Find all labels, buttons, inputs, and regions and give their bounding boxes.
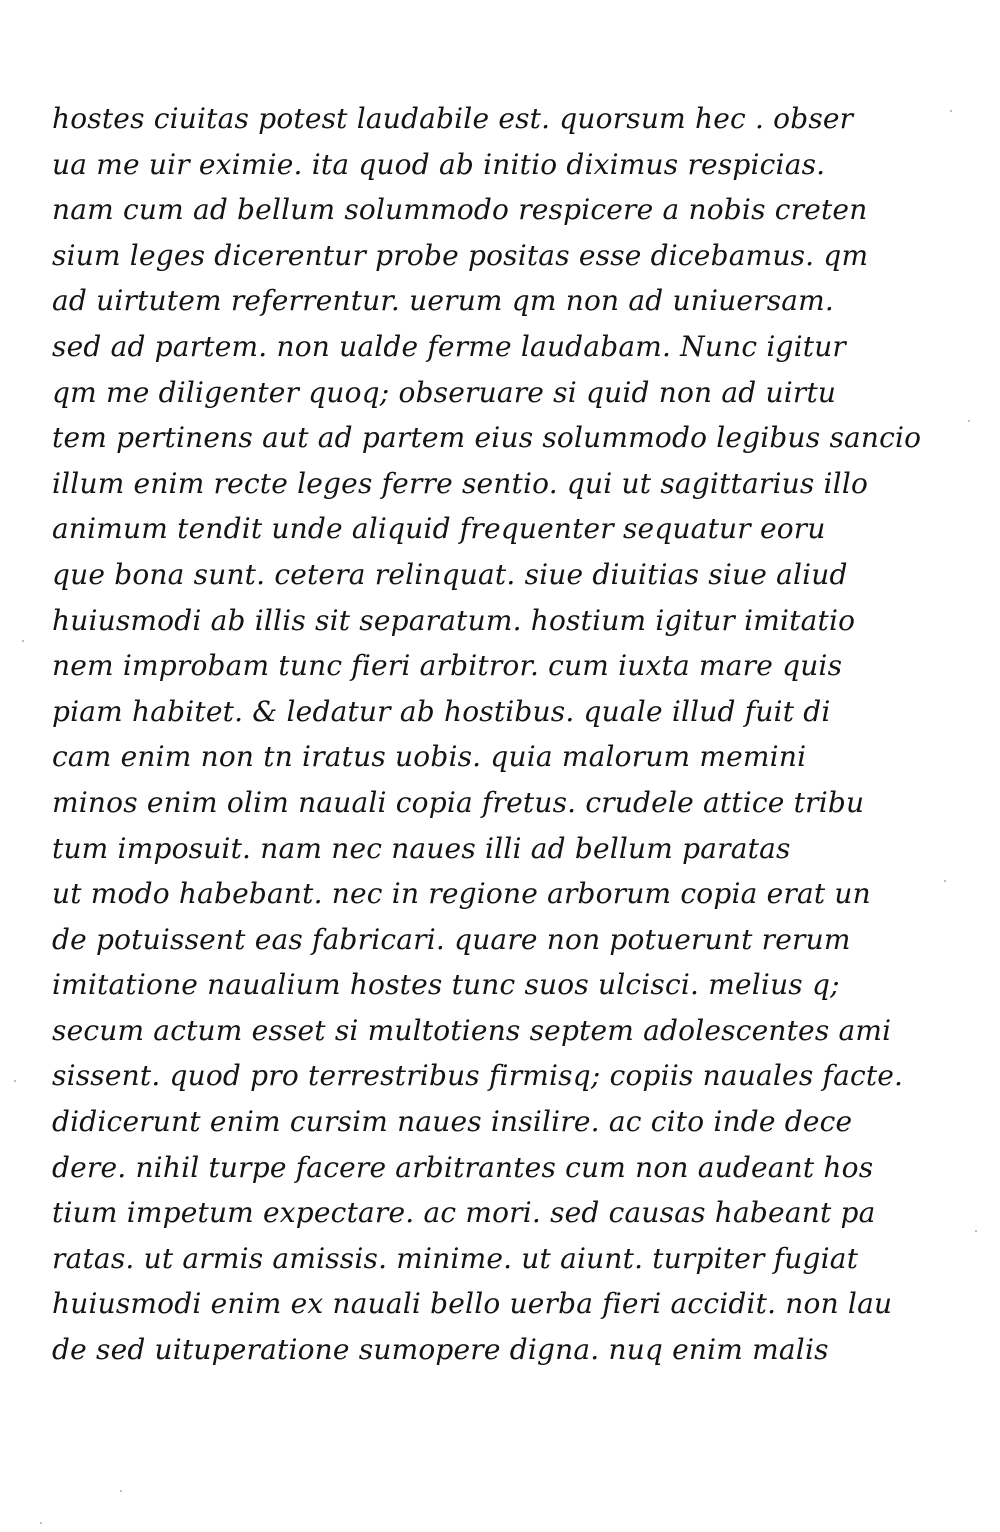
scan-speck (40, 1522, 42, 1524)
scan-speck (22, 640, 24, 642)
manuscript-line: minos enim olim nauali copia fretus. crudele attice tribu (52, 785, 865, 819)
manuscript-line: tium impetum expectare. ac mori. sed causas habeant pa (52, 1196, 876, 1230)
scan-speck (975, 1230, 977, 1232)
manuscript-line: nem improbam tunc fieri arbitror. cum iuxta mare quis (52, 649, 843, 683)
manuscript-line: dere. nihil turpe facere arbitrantes cum non audeant hos (52, 1150, 874, 1184)
manuscript-line: tum imposuit. nam nec naues illi ad bellum paratas (52, 831, 791, 865)
manuscript-line: sium leges dicerentur probe positas esse dicebamus. qm (52, 238, 869, 272)
manuscript-line: secum actum esset si multotiens septem adolescentes ami (52, 1013, 892, 1047)
scan-speck (14, 1080, 16, 1082)
manuscript-line: tem pertinens aut ad partem eius solummodo legibus sancio (52, 421, 922, 455)
scan-speck (944, 880, 946, 882)
manuscript-line: sissent. quod pro terrestribus firmisq; copiis nauales facte. (52, 1059, 904, 1093)
scan-speck (950, 110, 952, 112)
manuscript-line: nam cum ad bellum solummodo respicere a nobis creten (52, 193, 868, 227)
manuscript-line: ut modo habebant. nec in regione arborum copia erat un (52, 877, 871, 911)
manuscript-line: cam enim non tn iratus uobis. quia malorum memini (52, 740, 807, 774)
manuscript-line: illum enim recte leges ferre sentio. qui ut sagittarius illo (52, 466, 869, 500)
manuscript-line: huiusmodi enim ex nauali bello uerba fieri accidit. non lau (52, 1287, 893, 1321)
manuscript-line: ad uirtutem referrentur. uerum qm non ad uniuersam. (52, 284, 835, 318)
manuscript-line: imitatione naualium hostes tunc suos ulcisci. melius q; (52, 968, 840, 1002)
manuscript-line: de potuissent eas fabricari. quare non potuerunt rerum (52, 922, 851, 956)
manuscript-line: ua me uir eximie. ita quod ab initio diximus respicias. (52, 147, 826, 181)
manuscript-line: huiusmodi ab illis sit separatum. hostium igitur imitatio (52, 603, 856, 637)
manuscript-line: didicerunt enim cursim naues insilire. ac cito inde dece (52, 1105, 853, 1139)
manuscript-line: hostes ciuitas potest laudabile est. quorsum hec . obser (52, 102, 854, 135)
scan-speck (120, 1490, 122, 1492)
manuscript-line: ratas. ut armis amissis. minime. ut aiunt. turpiter fugiat (52, 1241, 859, 1275)
manuscript-line: de sed uituperatione sumopere digna. nuq enim malis (52, 1333, 829, 1367)
manuscript-line: qm me diligenter quoq; obseruare si quid non ad uirtu (52, 375, 837, 409)
manuscript-line: que bona sunt. cetera relinquat. siue diuitias siue aliud (52, 557, 848, 591)
manuscript-line: animum tendit unde aliquid frequenter sequatur eoru (52, 512, 826, 546)
scan-speck (968, 420, 970, 422)
manuscript-line: piam habitet. & ledatur ab hostibus. quale illud fuit di (52, 694, 831, 728)
manuscript-line: sed ad partem. non ualde ferme laudabam. Nunc igitur (52, 329, 847, 363)
manuscript-text-block (52, 96, 932, 1373)
